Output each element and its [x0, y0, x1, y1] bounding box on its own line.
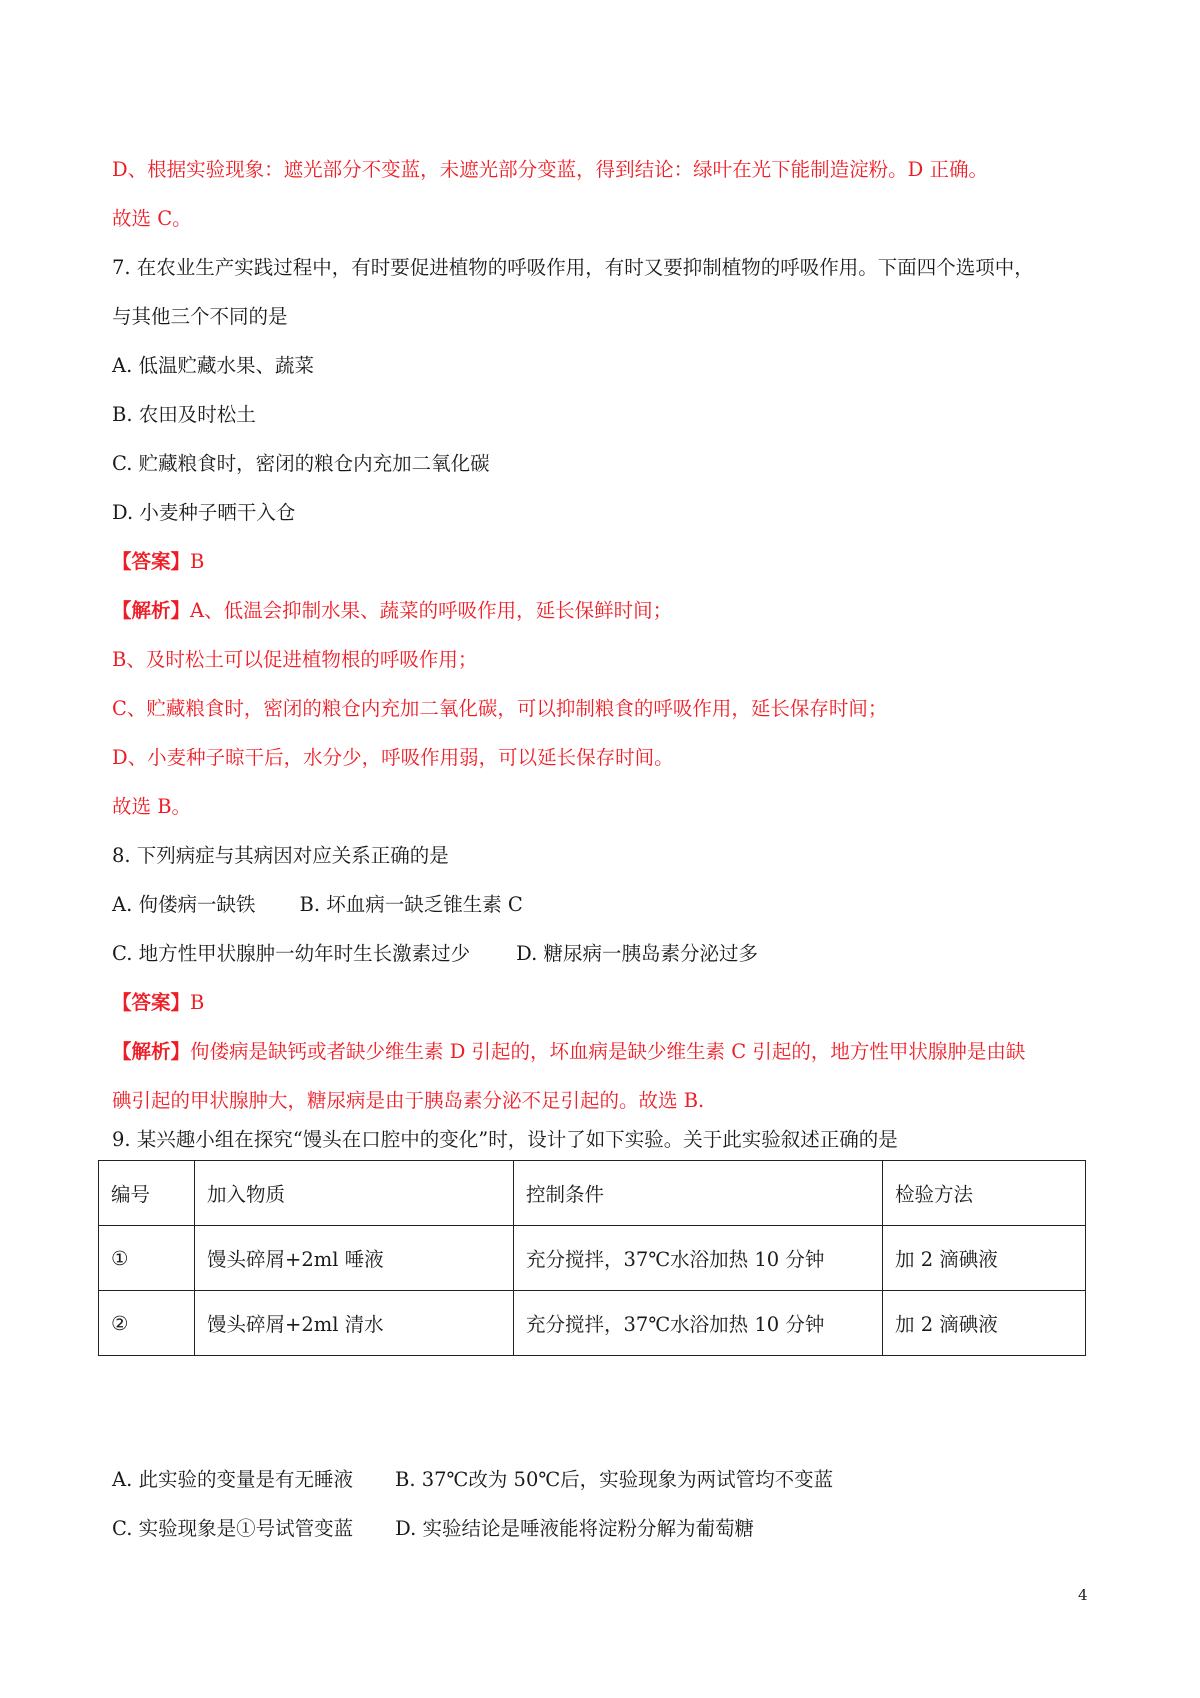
q8-analysis-line2: 碘引起的甲状腺肿大，糖尿病是由于胰岛素分泌不足引起的。故选 B.: [112, 1089, 705, 1112]
q7-analysis-a-line: [112, 598, 672, 624]
q9-option-a: A. 此实验的变量是有无睡液: [112, 1468, 353, 1491]
q8-answer: [112, 990, 204, 1016]
q7-stem-line2: 与其他三个不同的是: [112, 305, 288, 328]
q6-conclusion: 故选 C。: [112, 207, 192, 230]
table-cell: 加 2 滴碘液: [883, 1291, 1086, 1356]
table-header-cell: 加入物质: [195, 1161, 514, 1226]
table-cell: ②: [99, 1291, 195, 1356]
table-cell: 充分搅拌，37℃水浴加热 10 分钟: [514, 1291, 883, 1356]
q7-option-b: B. 农田及时松土: [112, 403, 256, 426]
q8-answer-label: 【答案】: [112, 991, 191, 1014]
table-cell: 充分搅拌，37℃水浴加热 10 分钟: [514, 1226, 883, 1291]
q9-option-b: B. 37℃改为 50℃后，实验现象为两试管均不变蓝: [394, 1468, 834, 1491]
q8-analysis-line1: [112, 1039, 1025, 1065]
q9-option-d: D. 实验结论是唾液能将淀粉分解为葡萄糖: [395, 1517, 754, 1540]
q8-option-b: B. 坏血病一缺乏锥生素 C: [299, 893, 523, 916]
q7-answer-value: B: [190, 550, 205, 573]
q8-option-a: A. 佝偻病一缺铁: [112, 893, 256, 916]
q7-conclusion: 故选 B。: [112, 795, 192, 818]
table-header-cell: 编号: [99, 1161, 195, 1226]
table-header-cell: 检验方法: [883, 1161, 1086, 1226]
q8-options-cd: [112, 941, 758, 967]
q7-answer-label: 【答案】: [112, 550, 191, 573]
q7-answer: [112, 549, 204, 575]
q7-analysis-a: A、低温会抑制水果、蔬菜的呼吸作用，延长保鲜时间；: [190, 599, 673, 622]
q7-option-a: A. 低温贮藏水果、蔬菜: [112, 354, 314, 377]
table-cell: 加 2 滴碘液: [883, 1226, 1086, 1291]
q7-analysis-b: B、及时松土可以促进植物根的呼吸作用；: [112, 648, 478, 671]
experiment-table: [98, 1160, 1086, 1356]
q9-option-c: C. 实验现象是①号试管变蓝: [112, 1517, 354, 1540]
table-row: [99, 1291, 1086, 1356]
table-cell: ①: [99, 1226, 195, 1291]
table-row: [99, 1226, 1086, 1291]
table-header-cell: 控制条件: [514, 1161, 883, 1226]
q9-stem: 9. 某兴趣小组在探究“馒头在口腔中的变化”时，设计了如下实验。关于此实验叙述正确的是: [112, 1128, 898, 1151]
q8-analysis-label: 【解析】: [112, 1040, 191, 1063]
table-cell: 馒头碎屑+2ml 唾液: [195, 1226, 514, 1291]
q8-stem: 8. 下列病症与其病因对应关系正确的是: [112, 844, 449, 867]
q8-option-d: D. 糖尿病一胰岛素分泌过多: [516, 942, 758, 965]
q9-options-cd: [112, 1516, 754, 1542]
q9-options-ab: [112, 1467, 833, 1493]
q7-stem-line1: 7. 在农业生产实践过程中，有时要促进植物的呼吸作用，有时又要抑制植物的呼吸作用。下面四个选项中，: [112, 256, 1034, 279]
table-header-row: [99, 1161, 1086, 1226]
q7-analysis-c: C、贮藏粮食时，密闭的粮仓内充加二氧化碳，可以抑制粮食的呼吸作用，延长保存时间；: [112, 697, 888, 720]
q7-analysis-d: D、小麦种子晾干后，水分少，呼吸作用弱，可以延长保存时间。: [112, 746, 674, 769]
q6-analysis-d: D、根据实验现象：遮光部分不变蓝，未遮光部分变蓝，得到结论：绿叶在光下能制造淀粉。D 正确。: [112, 158, 988, 181]
q7-analysis-label: 【解析】: [112, 599, 191, 622]
q8-option-c: C. 地方性甲状腺肿一幼年时生长激素过少: [112, 942, 471, 965]
q8-options-ab: [112, 892, 523, 918]
q7-option-c: C. 贮藏粮食时，密闭的粮仓内充加二氧化碳: [112, 452, 490, 475]
q8-analysis-text1: 佝偻病是缺钙或者缺少维生素 D 引起的，坏血病是缺少维生素 C 引起的，地方性甲状腺肿是由缺: [190, 1040, 1026, 1063]
page-number: 4: [1078, 1586, 1088, 1604]
q8-answer-value: B: [190, 991, 205, 1014]
q7-option-d: D. 小麦种子晒干入仓: [112, 501, 296, 524]
table-cell: 馒头碎屑+2ml 清水: [195, 1291, 514, 1356]
